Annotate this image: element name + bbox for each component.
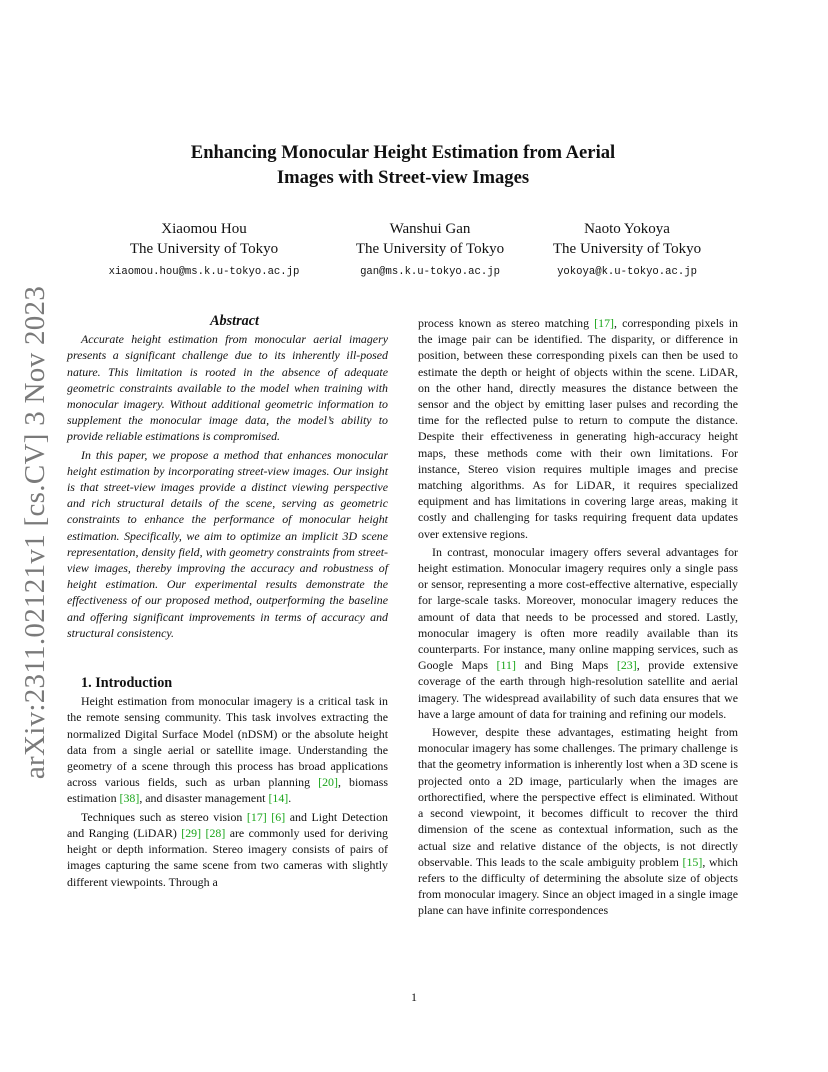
intro-paragraph-3: In contrast, monocular imagery offers several advantages for height estimation. Monocular imagery requires only a single pass or sensor, representing a more cost-effective alternative, especially for large-scale tasks. Moreover, monocular imagery reduces the amount of data that needs to be processed and stored. Lastly, monocular imagery is often more readily available than its counterparts. For instance, many online mapping services, such as Google Maps [11] and Bing Maps [23], provide extensive coverage of the earth through high-resolution satellite and aerial imagery. The widespread availability of such data ensures that we have a large amount of data for training and refining our models. xyxy=(418,544,738,721)
citation-link[interactable]: [6] xyxy=(271,809,286,824)
intro-paragraph-2: Techniques such as stereo vision [17] [6] and Light Detection and Ranging (LiDAR) [29] [28] are commonly used for deriving height or depth information. Stereo imagery consists of pairs of images capturing the same scene from two cameras with slightly different viewpoints. Through a xyxy=(67,809,388,889)
page-number: 1 xyxy=(411,990,417,1004)
author-email[interactable]: gan@ms.k.u-tokyo.ac.jp xyxy=(360,266,500,278)
author-email[interactable]: yokoya@k.u-tokyo.ac.jp xyxy=(557,266,697,278)
citation-link[interactable]: [17] xyxy=(246,809,267,824)
abstract-heading: Abstract xyxy=(210,313,259,329)
abstract-paragraph-1: Accurate height estimation from monocular aerial imagery presents a significant challenge due to its inherently ill-posed nature. This limitation is rooted in the absence of adequate geometric constraints available to the model when training with monocular imagery. Without additional geometric information to supplement the monocular image data, the model’s ability to provide reliable estimations is compromised. xyxy=(67,332,388,444)
author-email[interactable]: xiaomou.hou@ms.k.u-tokyo.ac.jp xyxy=(108,266,300,278)
citation-link[interactable]: [17] xyxy=(594,316,614,330)
left-column xyxy=(67,313,388,892)
citation-link[interactable]: [29] xyxy=(181,825,202,840)
intro-paragraph-1: Height estimation from monocular imagery is a critical task in the remote sensing community. This task involves extracting the normalized Digital Surface Model (nDSM) or the absolute height data from a single aerial or satellite image. Understanding the geometry of a scene through this process has broad applications across various fields, such as urban planning [20], biomass estimation [38], and disaster management [14]. xyxy=(67,694,388,806)
citation-link[interactable]: [15] xyxy=(682,854,703,869)
author-3 xyxy=(526,219,728,282)
citation-link[interactable]: [38] xyxy=(119,791,140,806)
intro-paragraph-continued: process known as stereo matching [17], corresponding pixels in the image pair can be identified. The disparity, or difference in position, between these corresponding pixels can then be used to estimate the depth or height of objects within the scene. LiDAR, on the other hand, directly measures the distance between the sensor and the object by emitting laser pulses and recording the time for the reflected pulse to return to compute the distance. Despite their effectiveness in generating high-accuracy height maps, these methods come with their own limitations. For instance, Stereo vision requires multiple images and precise matching algorithms. As for LiDAR, it requires specialized equipment and has limitations in covering large areas, making it costly and challenging for tasks requiring frequent data updates over extensive regions. xyxy=(418,316,738,541)
author-name: Wanshui Gan xyxy=(389,221,471,237)
arxiv-sidebar-stamp xyxy=(14,285,58,780)
author-name: Naoto Yokoya xyxy=(584,221,670,237)
paper-title xyxy=(100,140,706,190)
author-affiliation: The University of Tokyo xyxy=(129,241,279,257)
citation-link[interactable]: [28] xyxy=(205,825,226,840)
author-affiliation: The University of Tokyo xyxy=(552,241,702,257)
citation-link[interactable]: [23] xyxy=(616,658,637,673)
introduction-heading: 1. Introduction xyxy=(81,675,173,692)
intro-paragraph-4: However, despite these advantages, estimating height from monocular imagery has some challenges. The primary challenge is that the geometry information is inherently lost when a 3D scene is projected onto a 2D image, particularly when the images are orthorectified, where the perspective effect is eliminated. Without a second viewpoint, it becomes difficult to recover the third dimension of the scene as contextual information, such as the actual size and relative distance of the objects, is not directly observable. This leads to the scale ambiguity problem [15], which refers to the difficulty of determining the absolute size of objects from monocular imagery. Since an object imaged in a single image plane can have infinite correspondences xyxy=(418,725,739,918)
citation-link[interactable]: [14] xyxy=(268,791,289,806)
right-column xyxy=(418,315,738,921)
abstract-paragraph-2: In this paper, we propose a method that enhances monocular height estimation by incorporating street-view images. Our insight is that street-view images provide a distinct viewing perspective and rich structural details of the scene, serving as geometric constraints to enhance the performance of monocular height estimation. Specifically, we aim to optimize an implicit 3D scene representation, density field, with geometry constraints from street-view images, thereby improving the accuracy and robustness of height estimation. Our experimental results demonstrate the effectiveness of our proposed method, outperforming the baseline and offering significant improvements in terms of accuracy and structural consistency. xyxy=(67,447,388,640)
abstract-section xyxy=(67,313,388,641)
title-line-1: Enhancing Monocular Height Estimation from Aerial xyxy=(190,142,616,163)
author-2 xyxy=(320,219,540,282)
author-affiliation: The University of Tokyo xyxy=(355,241,505,257)
citation-link[interactable]: [20] xyxy=(318,775,338,790)
author-1 xyxy=(78,219,330,282)
arxiv-id: arXiv:2311.02121v1 [cs.CV] 3 Nov 2023 xyxy=(19,285,52,780)
author-name: Xiaomou Hou xyxy=(161,221,247,237)
citation-link[interactable]: [11] xyxy=(496,658,516,673)
title-line-2: Images with Street-view Images xyxy=(276,167,530,188)
